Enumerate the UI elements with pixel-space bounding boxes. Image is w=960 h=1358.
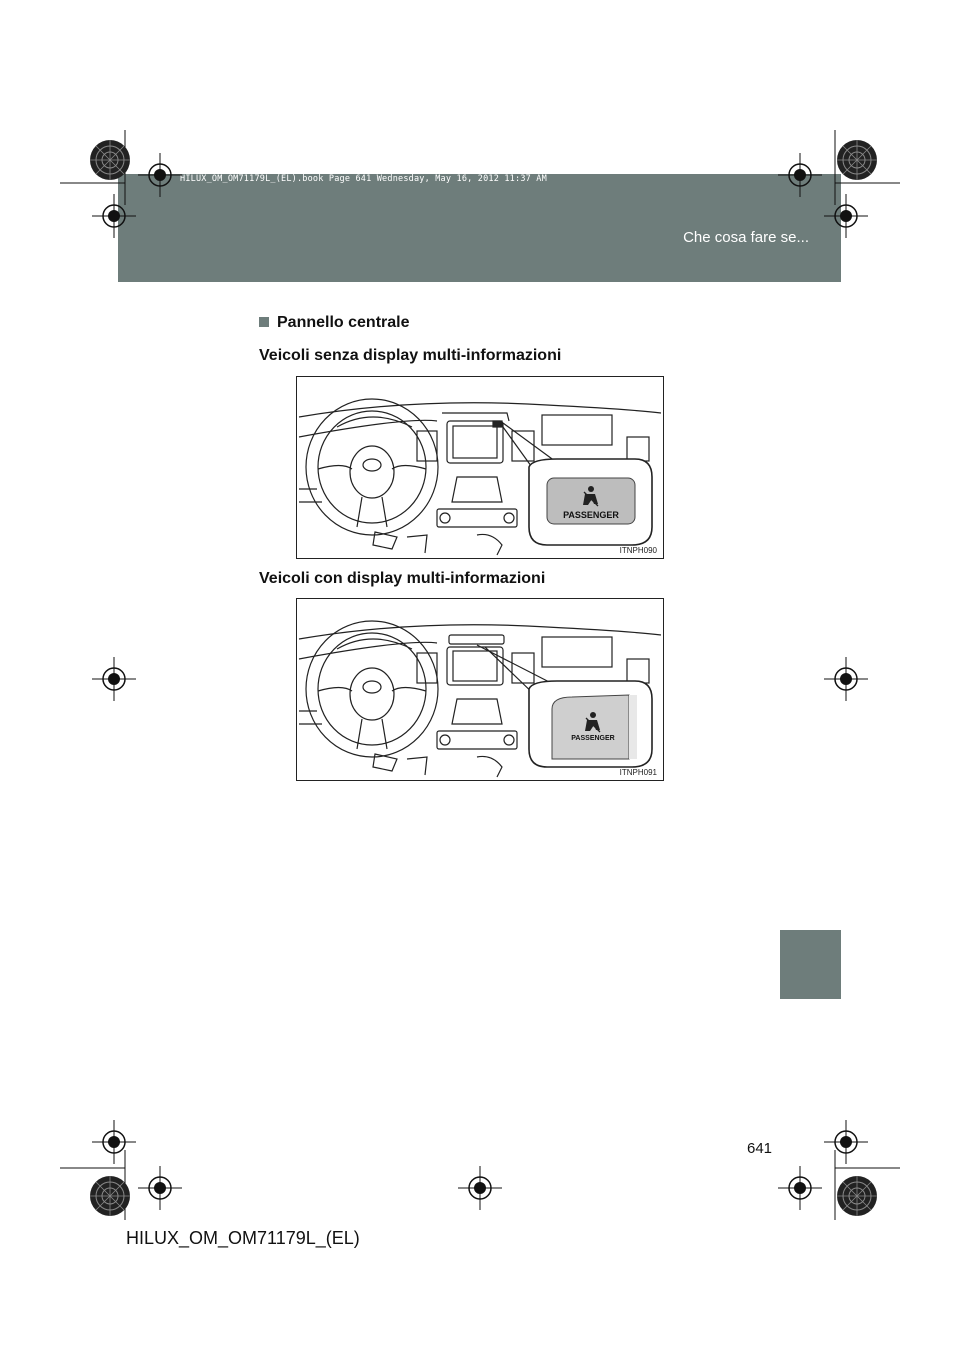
passenger-indicator-label: PASSENGER [563,510,619,520]
section-title: Che cosa fare se... [683,229,809,246]
passenger-indicator-label: PASSENGER [571,735,615,742]
figure-code: ITNPH090 [619,546,657,555]
heading-text: Pannello centrale [277,314,410,331]
document-code: HILUX_OM_OM71179L_(EL) [126,1228,360,1248]
subheading-without-display: Veicoli senza display multi-informazioni [259,347,562,364]
subheading-with-display: Veicoli con display multi-informazioni [259,570,546,587]
file-stamp: HILUX_OM_OM71179L_(EL).book Page 641 Wednesday, May 16, 2012 11:37 AM [180,174,547,184]
figure-code: ITNPH091 [619,768,657,777]
page-number: 641 [747,1140,773,1157]
